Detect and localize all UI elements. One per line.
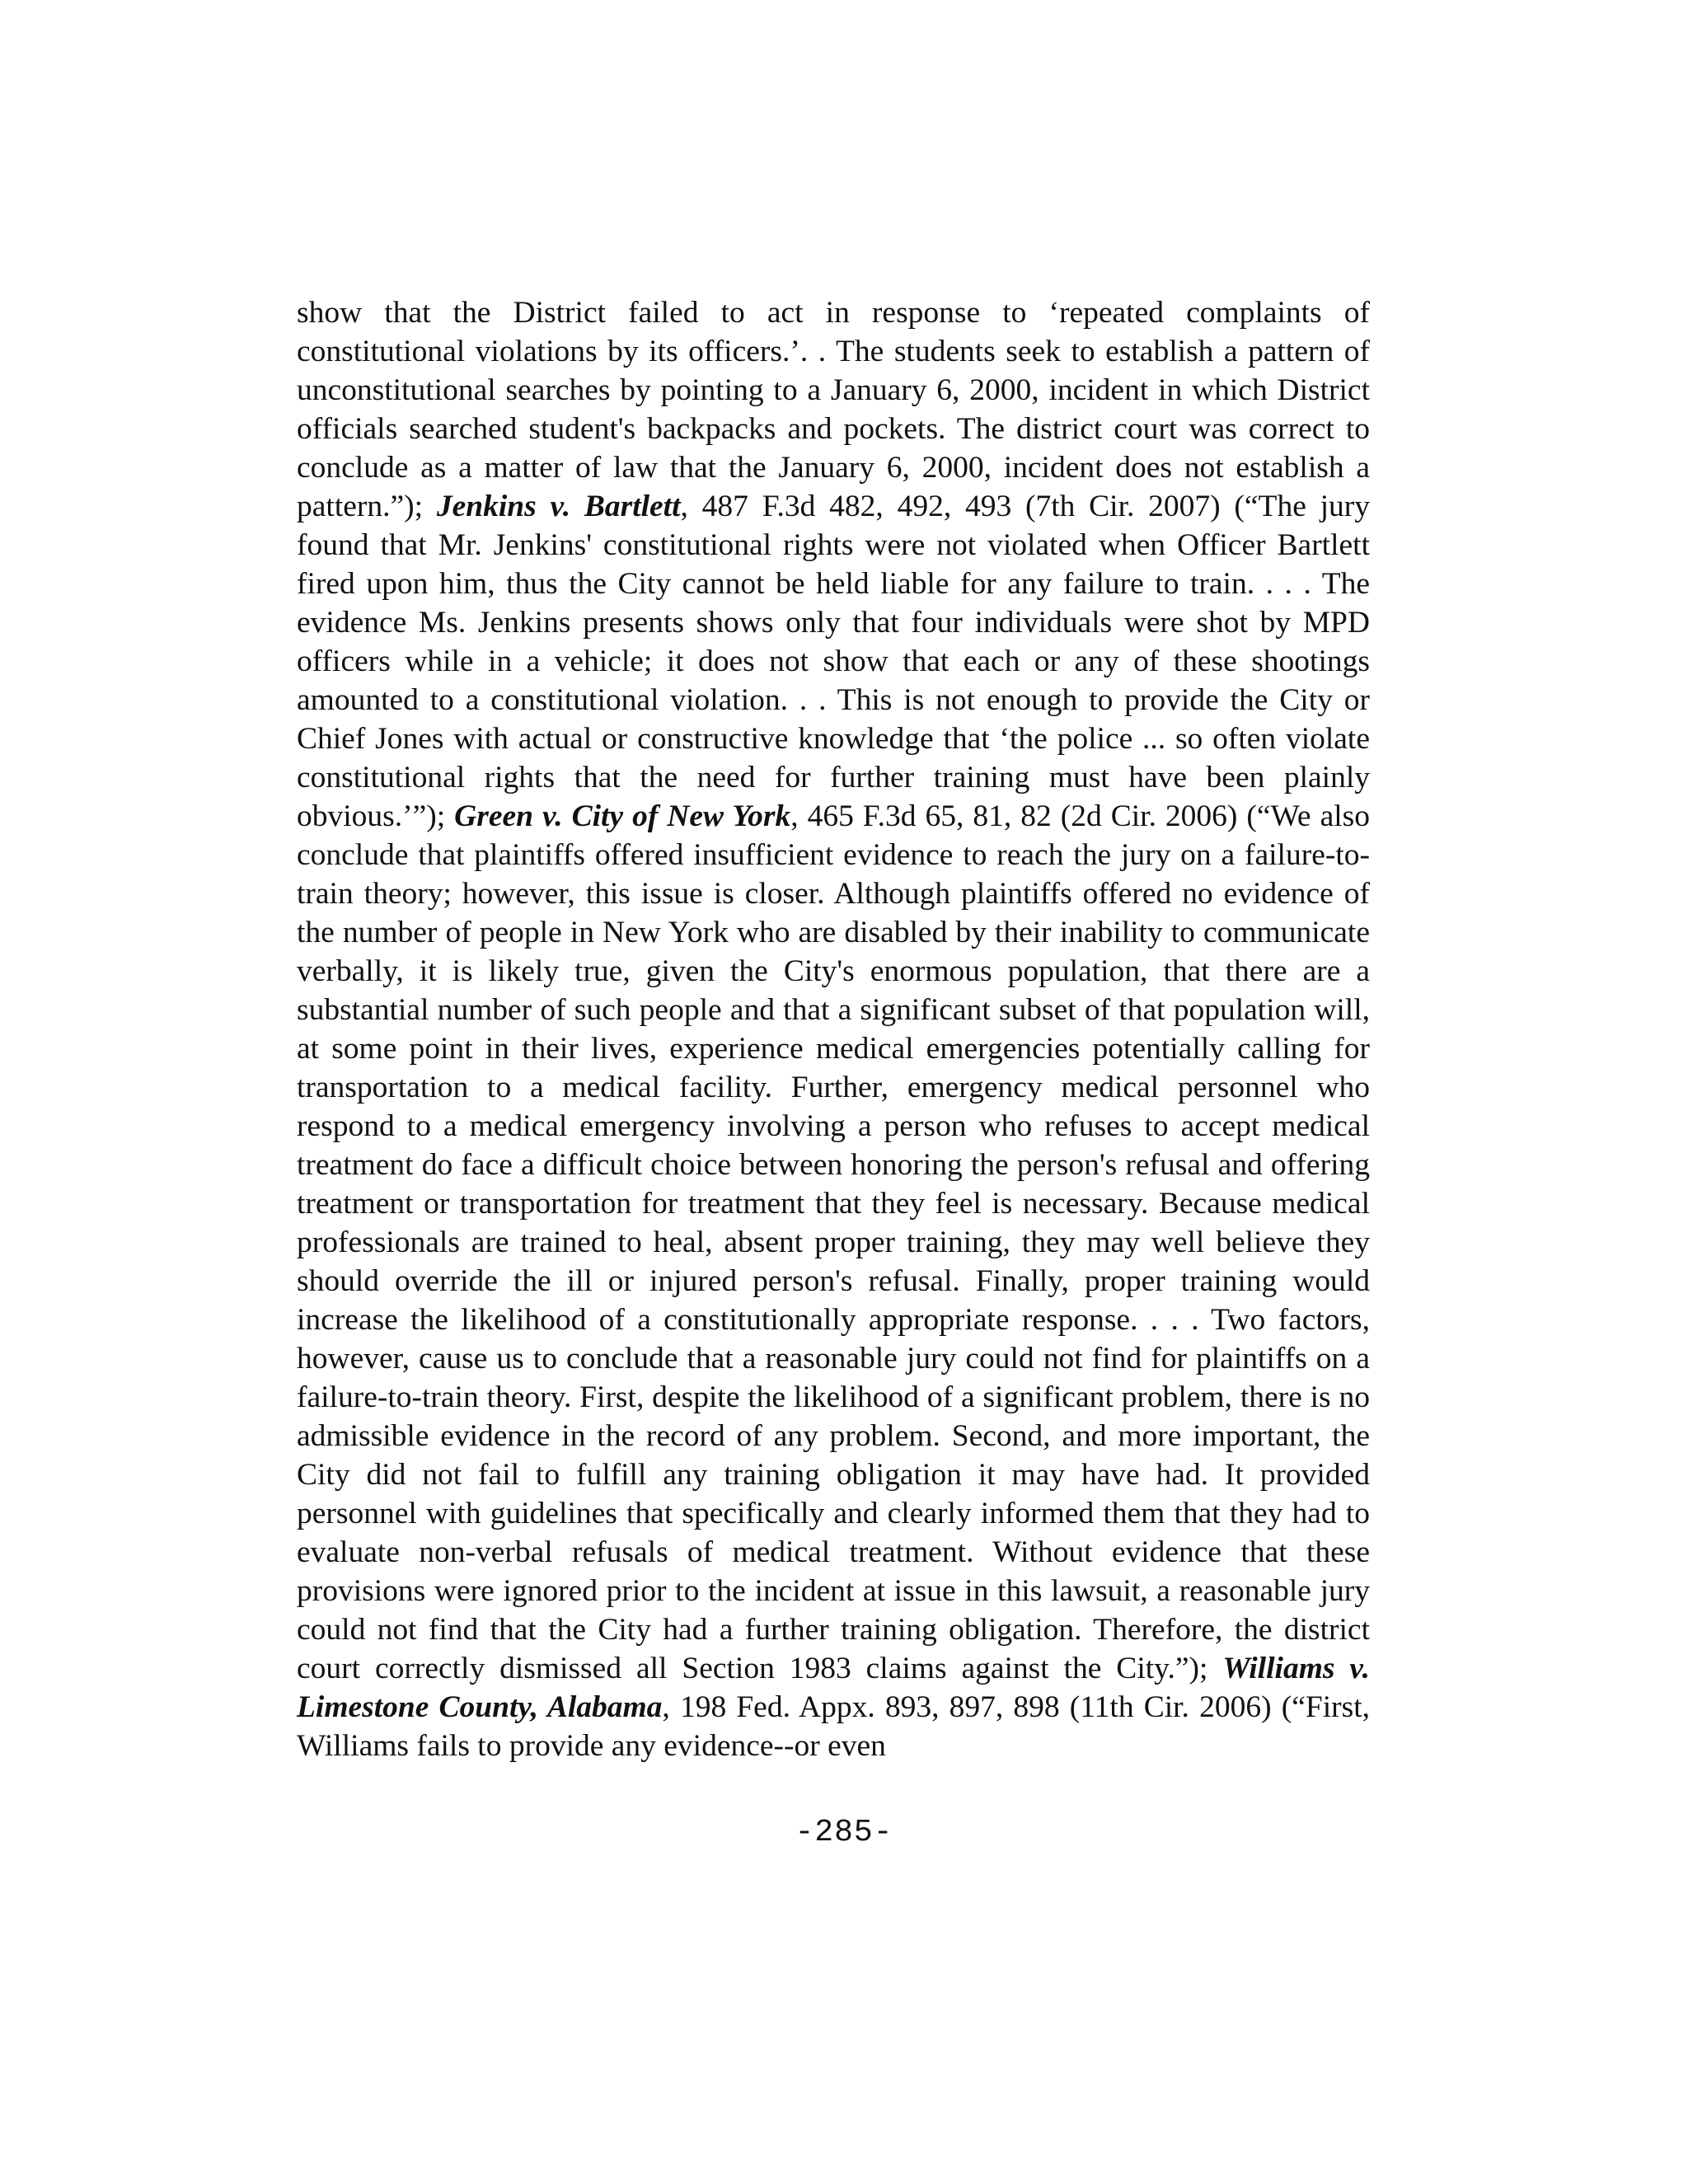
body-paragraph — [297, 293, 1370, 1765]
case-citation-jenkins: Jenkins v. Bartlett — [436, 490, 681, 523]
text-segment: show that the District failed to act in response to ‘repeated complaints of constitutional violations by its officers.’. . The students seek to establish a pattern of unconstitutional searches by pointing to a January 6, 2000, incident in which District officials searched student's backpacks and pockets. The district court was correct to conclude as a matter of law that the January 6, 2000, incident does not establish a pattern.”); — [297, 296, 1370, 523]
case-citation-williams: Williams v. Limestone County, Alabama — [297, 1652, 1370, 1724]
text-segment: , 465 F.3d 65, 81, 82 (2d Cir. 2006) (“We also conclude that plaintiffs offered insufficient evidence to reach the jury on a failure-to-train theory; however, this issue is closer. Although plaintiffs offered no evidence of the number of people in New York who are disabled by their inability to communicate verbally, it is likely true, given the City's enormous population, that there are a substantial number of such people and that a significant subset of that population will, at some point in their lives, experience medical emergencies potentially calling for transportation to a medical facility. Further, emergency medical personnel who respond to a medical emergency involving a person who refuses to accept medical treatment do face a difficult choice between honoring the person's refusal and offering treatment or transportation for treatment that they feel is necessary. Because medical professionals are trained to heal, absent proper training, they may well believe they should override the ill or injured person's refusal. Finally, proper training would increase the likelihood of a constitutionally appropriate response. . . . Two factors, however, cause us to conclude that a reasonable jury could not find for plaintiffs on a failure-to-train theory. First, despite the likelihood of a significant problem, there is no admissible evidence in the record of any problem. Second, and more important, the City did not fail to fulfill any training obligation it may have had. It provided personnel with guidelines that specifically and clearly informed them that they had to evaluate non-verbal refusals of medical treatment. Without evidence that these provisions were ignored prior to the incident at issue in this lawsuit, a reasonable jury could not find that the City had a further training obligation. Therefore, the district court correctly dismissed all Section 1983 claims against the City.”); — [297, 799, 1370, 1685]
page-number: -285- — [795, 1815, 893, 1850]
text-segment: , 198 Fed. Appx. 893, 897, 898 (11th Cir. 2006) (“First, Williams fails to provide any evidence--or even — [297, 1690, 1370, 1763]
text-segment: , 487 F.3d 482, 492, 493 (7th Cir. 2007) (“The jury found that Mr. Jenkins' constitutional rights were not violated when Officer Bartlett fired upon him, thus the City cannot be held liable for any failure to train. . . . The evidence Ms. Jenkins presents shows only that four individuals were shot by MPD officers while in a vehicle; it does not show that each or any of these shootings amounted to a constitutional violation. . . This is not enough to provide the City or Chief Jones with actual or constructive knowledge that ‘the police ... so often violate constitutional rights that the need for further training must have been plainly obvious.’”); — [297, 490, 1371, 833]
case-citation-green: Green v. City of New York — [454, 799, 791, 833]
